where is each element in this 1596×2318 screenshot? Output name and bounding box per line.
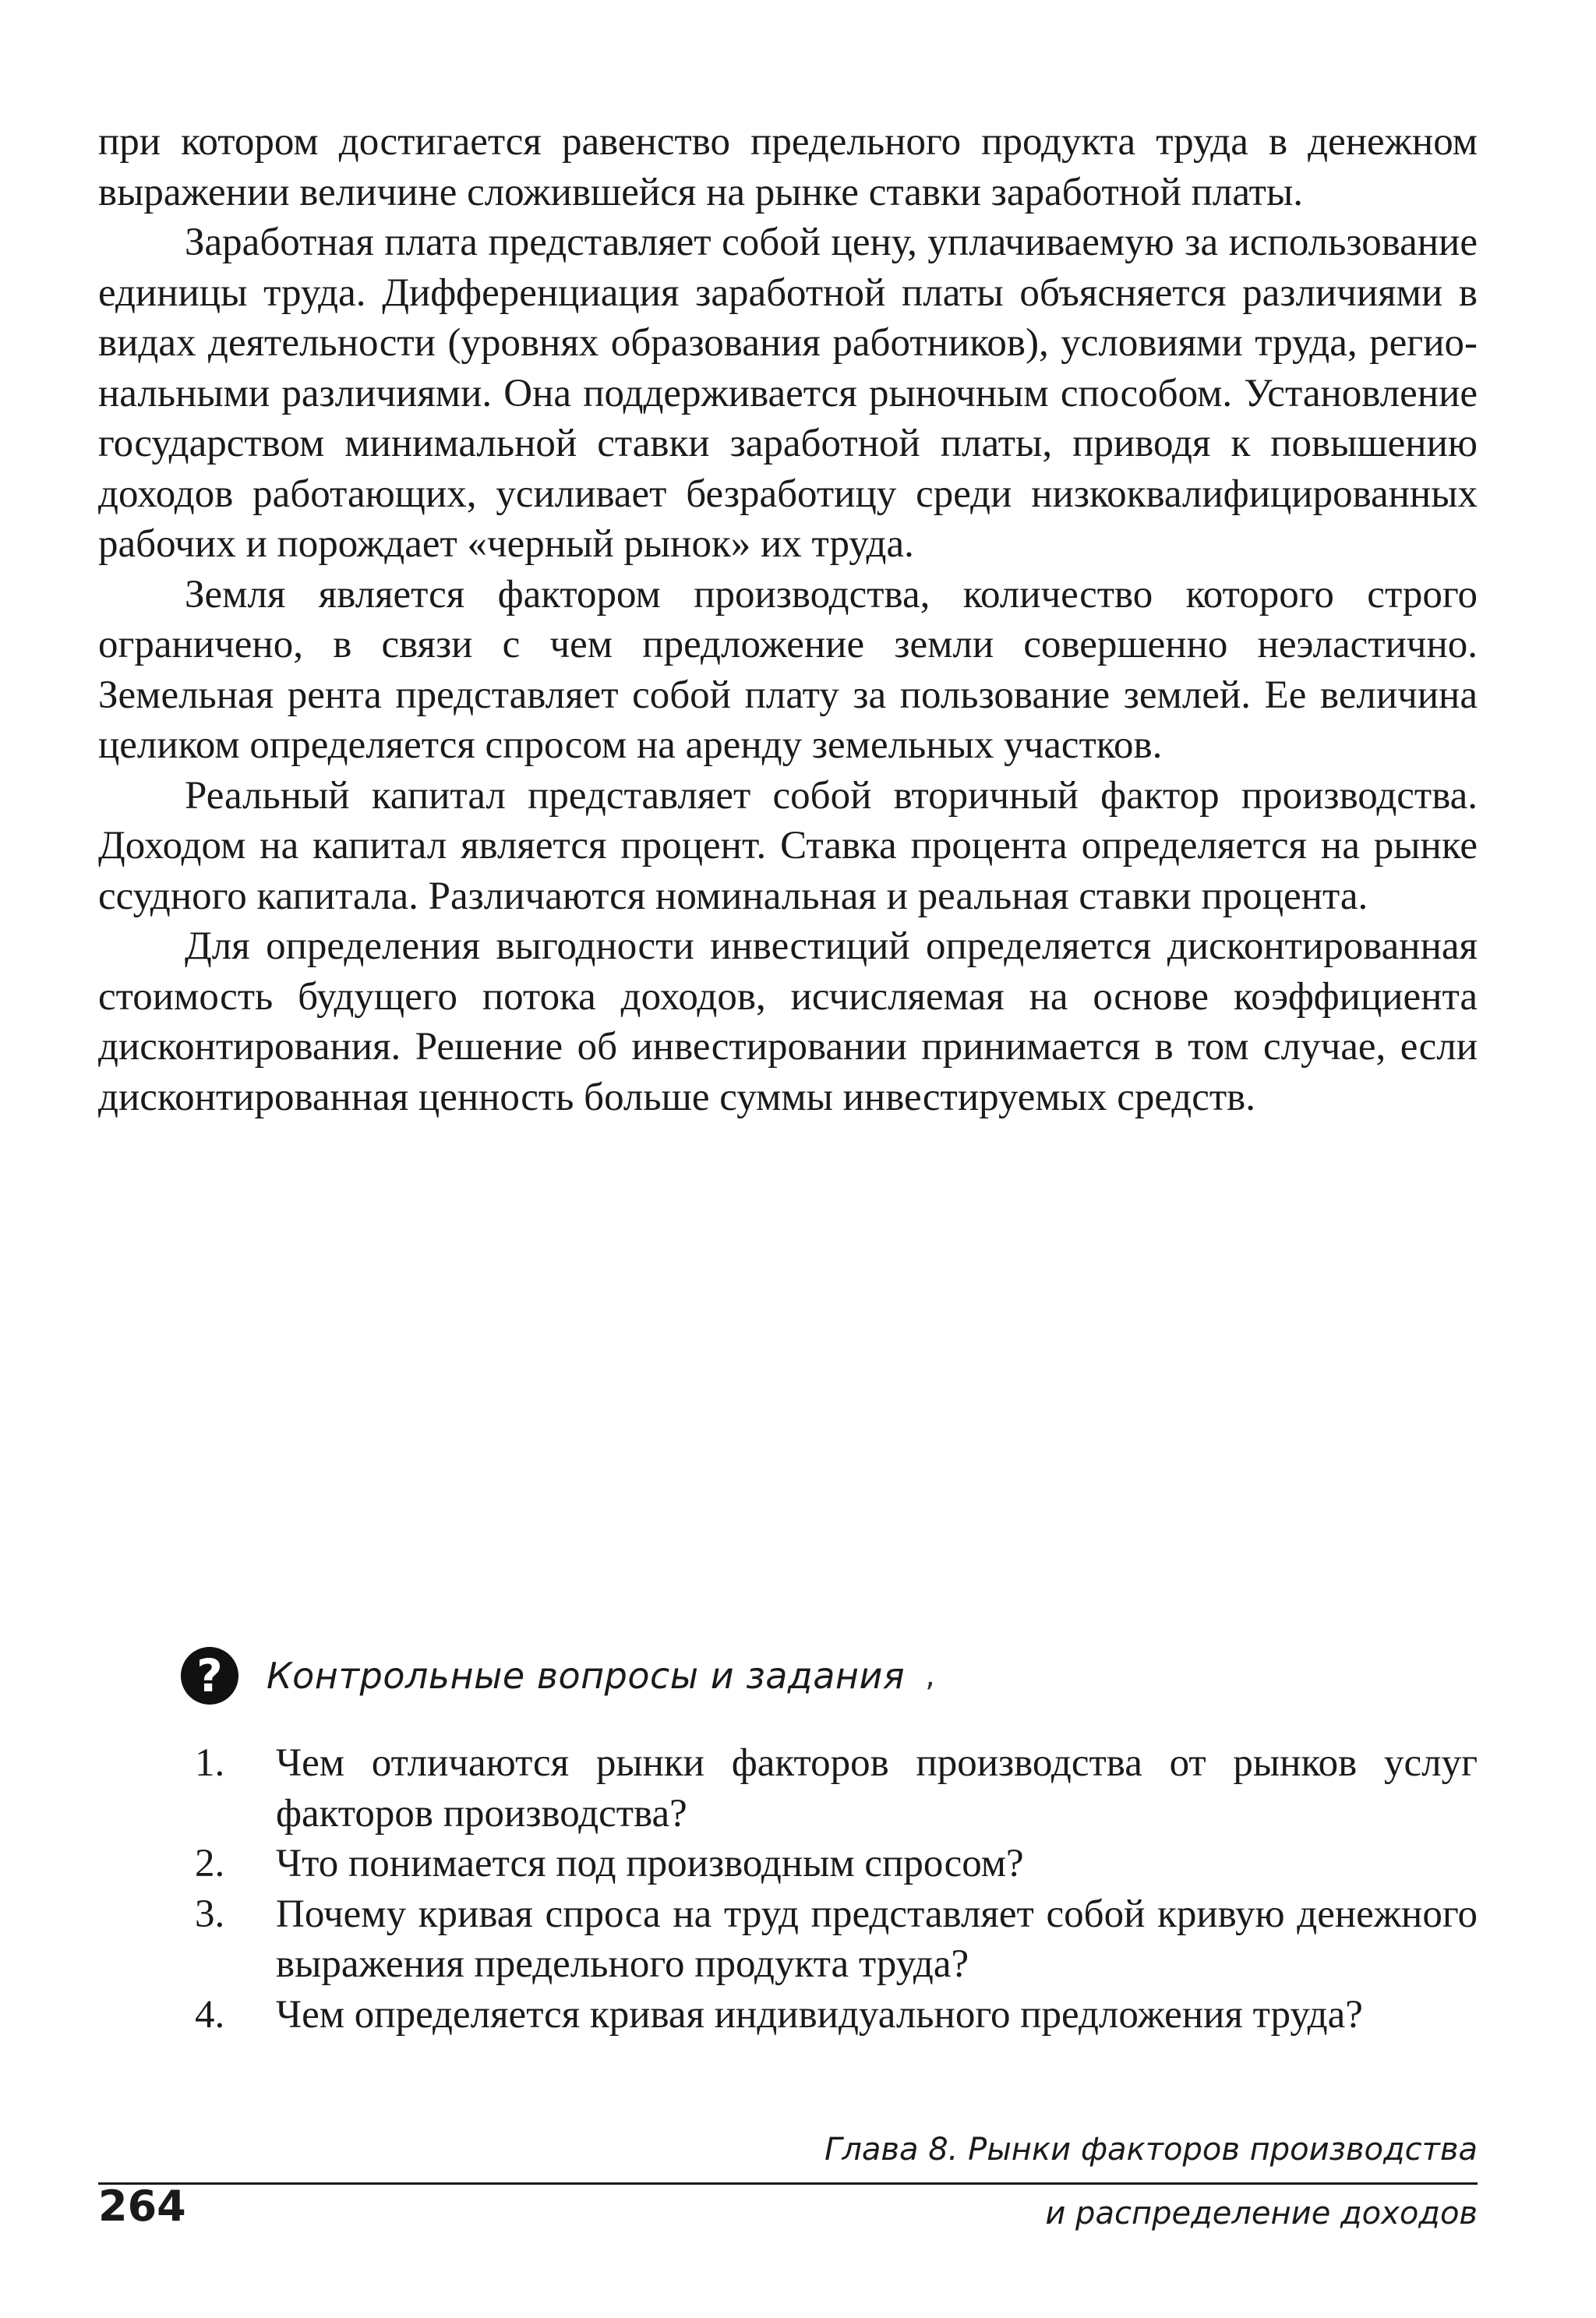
- question-number: 2.: [195, 1842, 225, 1885]
- paragraph-investment: Для определения выгодности инвестиций определяется дисконтированная стоимость будущего потока доходов, исчисляемая на основе коэффициента дисконтирования. Решение об инвестировании принимается в том случае, если дисконтированная ценность больше суммы инвестируемых средств.: [98, 924, 1478, 1119]
- question-item: [195, 1738, 1478, 1839]
- page-number: 264: [98, 2182, 186, 2231]
- question-item: [195, 1889, 1478, 1990]
- question-item: [195, 1839, 1478, 1889]
- running-head: [824, 2120, 1478, 2243]
- question-number: 3.: [195, 1892, 225, 1936]
- main-text: [98, 117, 1478, 1122]
- question-number: 4.: [195, 1992, 225, 2037]
- question-number: 1.: [195, 1741, 225, 1785]
- paragraph-land-rent: Земля является фактором производства, количество которого строго ограничено, в связи с чем предложение земли совершенно неэластично. Земельная рента представляет собой плату за пользование землей. Ее величина целиком определяется спросом на аренду земельных участков.: [98, 572, 1478, 767]
- paragraph-wages: Заработная плата представляет собой цену, уплачиваемую за использование единицы труда. Дифференциация заработной платы объясняется различиями в видах деятельности (уровнях образования работников), условиями труда, региональными различиями. Она поддерживается рыночным способом. Установление государством минимальной ставки заработной платы, приводя к повышению доходов работающих, усиливает безработицу среди низкоквалифицированных рабочих и порождает «черный рынок» их труда.: [98, 221, 1478, 566]
- question-text: Что понимается под производным спросом?: [276, 1842, 1024, 1885]
- paragraph-capital: Реальный капитал представляет собой вторичный фактор производства. Доходом на капитал является процент. Ставка процента определяется на рынке ссудного капитала. Различаются номинальная и реальная ставки процента.: [98, 773, 1478, 918]
- questions-list: [195, 1738, 1478, 2040]
- question-text: Чем определяется кривая индивидуального предложения труда?: [276, 1992, 1363, 2037]
- questions-title-mark: ,: [925, 1658, 935, 1694]
- paragraph-continuation: при котором достигается равенство предельного продукта труда в денежном выражении величине сложившейся на рынке ставки заработной платы.: [98, 120, 1478, 214]
- questions-title: Контрольные вопросы и задания: [267, 1655, 906, 1697]
- running-head-subtitle: и распределение доходов: [1045, 2196, 1478, 2231]
- question-text: Чем отличаются рынки факторов производства от рынков услуг факторов производства?: [276, 1741, 1478, 1836]
- question-mark-icon: ?: [181, 1647, 238, 1705]
- question-text: Почему кривая спроса на труд представляет собой кривую денежного выражения предельного продукта труда?: [276, 1892, 1478, 1986]
- footer-divider: [98, 2182, 1478, 2185]
- running-head-chapter: Глава 8. Рынки факторов производства: [824, 2132, 1478, 2168]
- question-item: [195, 1990, 1478, 2041]
- questions-heading: [181, 1645, 935, 1707]
